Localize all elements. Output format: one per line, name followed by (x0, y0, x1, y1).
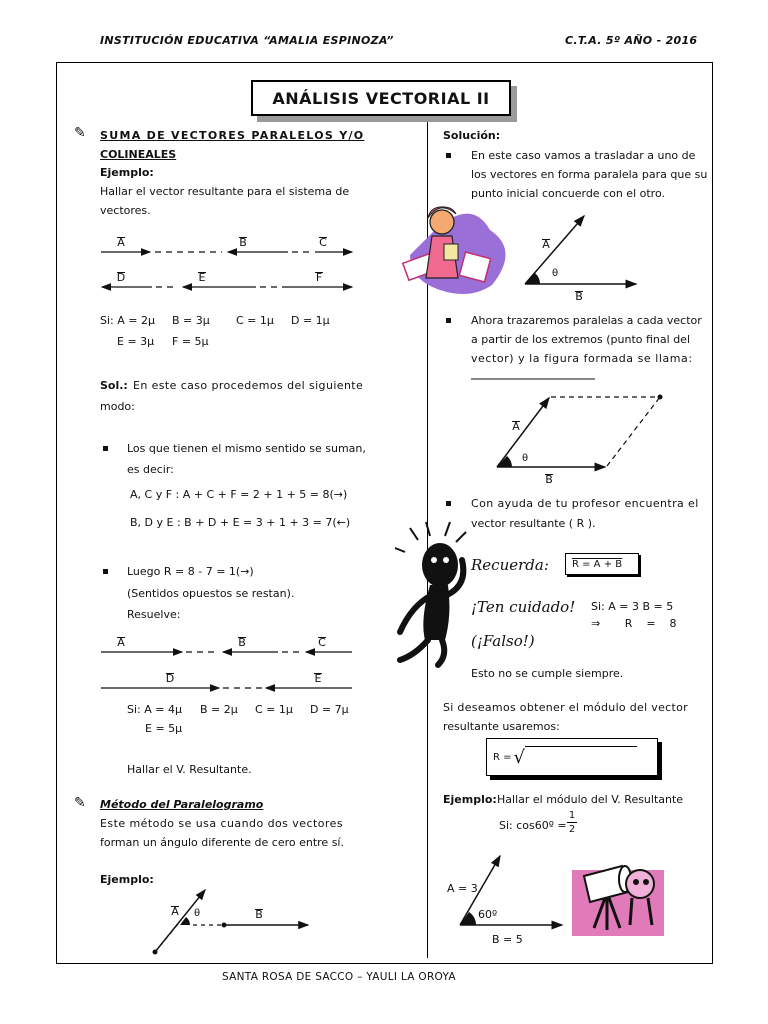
label-e2: E (311, 672, 325, 685)
section1-title-a: SUMA DE VECTORES PARALELOS Y/O (100, 129, 365, 142)
cuidado-given-b: ⇒ R = 8 (591, 617, 677, 630)
pointing-hand-icon: ✎ (74, 125, 86, 141)
ejemplo3-label: Ejemplo: (443, 793, 497, 806)
given-e: E = 3μ (117, 335, 155, 348)
bullet2-a: Luego R = 8 - 7 = 1(→) (127, 565, 254, 578)
given2-b: B = 2μ (200, 703, 238, 716)
given2-e: E = 5μ (145, 722, 183, 735)
header-course: C.T.A. 5º AÑO - 2016 (565, 34, 698, 47)
r-bullet1-c: punto inicial concuerde con el otro. (471, 187, 665, 200)
ejemplo2-label: Ejemplo: (100, 873, 154, 886)
modulo-text-a: Si deseamos obtener el módulo del vector (443, 701, 688, 714)
label-c2: C (315, 636, 329, 649)
fig-label-a: A (168, 905, 182, 918)
r-bullet1-b: los vectores en forma paralela para que su (471, 168, 708, 181)
falso-label: (¡Falso!) (471, 632, 535, 650)
ejemplo-label: Ejemplo: (100, 166, 154, 179)
r-bullet2-c: vector) y la figura formada se llama: (471, 352, 693, 365)
sqrt-icon: √ (513, 746, 525, 768)
cos-given: Si: cos60º = (499, 819, 567, 832)
fig1-label-b: B (572, 290, 586, 303)
section1-title-b: COLINEALES (100, 148, 177, 161)
sol-label: Sol.: (100, 379, 128, 392)
given2-d: D = 7μ (310, 703, 349, 716)
fig-label-b: B (252, 908, 266, 921)
fig-label-theta: θ (194, 908, 201, 919)
label-c: C (316, 236, 330, 249)
r-bullet1-a: En este caso vamos a trasladar a uno de (471, 149, 696, 162)
section2-text-a: Este método se usa cuando dos vectores (100, 817, 344, 830)
given-d: D = 1μ (291, 314, 330, 327)
frac-num: 1 (568, 810, 576, 821)
given-c: C = 1μ (236, 314, 274, 327)
footer-location: SANTA ROSA DE SACCO – YAULI LA OROYA (222, 971, 456, 983)
label-b: B (236, 236, 250, 249)
given2-c: C = 1μ (255, 703, 293, 716)
fig2-label-a: A (509, 420, 523, 433)
given2-a: Si: A = 4μ (127, 703, 182, 716)
bullet2-c: Resuelve: (127, 608, 181, 621)
modulo-formula-label: R = (493, 751, 512, 763)
solucion-label: Solución: (443, 129, 501, 142)
modulo-text-b: resultante usaremos: (443, 720, 560, 733)
frac-den: 2 (568, 824, 576, 835)
section2-title: Método del Paralelogramo (100, 798, 264, 811)
given-f: F = 5μ (172, 335, 209, 348)
label-d: D (114, 271, 128, 284)
r-bullet2-b: a partir de los extremos (punto final del (471, 333, 691, 346)
sol-text-a: En este caso procedemos del siguiente (133, 379, 364, 392)
label-d2: D (163, 672, 177, 685)
bullet2-b: (Sentidos opuestos se restan). (127, 587, 295, 600)
recuerda-formula: R = A + B (572, 558, 623, 570)
bullet1-b: es decir: (127, 463, 174, 476)
label-e: E (195, 271, 209, 284)
pointing-hand-icon: ✎ (74, 795, 86, 811)
bullet1-a: Los que tienen el mismo sentido se suman, (127, 442, 366, 455)
given-b: B = 3μ (172, 314, 210, 327)
formula-1: A, C y F : A + C + F = 2 + 1 + 5 = 8(→) (130, 488, 348, 501)
label-f: F (312, 271, 326, 284)
formula-2: B, D y E : B + D + E = 3 + 1 + 3 = 7(←) (130, 516, 351, 529)
cuidado-given-a: Si: A = 3 B = 5 (591, 600, 674, 613)
hallar-text: Hallar el V. Resultante. (127, 763, 252, 776)
r-bullet3-b: vector resultante ( R ). (471, 517, 596, 530)
fig1-label-a: A (539, 238, 553, 251)
ejemplo-text-b: vectores. (100, 204, 151, 217)
no-cumple-text: Esto no se cumple siempre. (471, 667, 624, 680)
ejemplo3-text: Hallar el módulo del V. Resultante (497, 793, 684, 806)
page-title: ANÁLISIS VECTORIAL II (251, 80, 511, 116)
recuerda-label: Recuerda: (471, 556, 549, 574)
fig2-label-theta: θ (522, 453, 529, 464)
given-a: Si: A = 2μ (100, 314, 155, 327)
sol-text-b: modo: (100, 400, 135, 413)
r-bullet2-a: Ahora trazaremos paralelas a cada vector (471, 314, 702, 327)
ten-cuidado-label: ¡Ten cuidado! (471, 598, 576, 616)
fig3-label-b: B = 5 (492, 933, 523, 946)
fig2-label-b: B (542, 473, 556, 486)
label-b2: B (235, 636, 249, 649)
ejemplo-text-a: Hallar el vector resultante para el sistema de (100, 185, 350, 198)
r-bullet3-a: Con ayuda de tu profesor encuentra el (471, 497, 699, 510)
fig3-label-angle: 60º (478, 908, 498, 921)
header-institution: INSTITUCIÓN EDUCATIVA “AMALIA ESPINOZA” (100, 34, 394, 47)
section2-text-b: forman un ángulo diferente de cero entre sí. (100, 836, 344, 849)
label-a2: A (114, 636, 128, 649)
label-a: A (114, 236, 128, 249)
fig3-label-a: A = 3 (447, 882, 478, 895)
fig1-label-theta: θ (552, 268, 559, 279)
